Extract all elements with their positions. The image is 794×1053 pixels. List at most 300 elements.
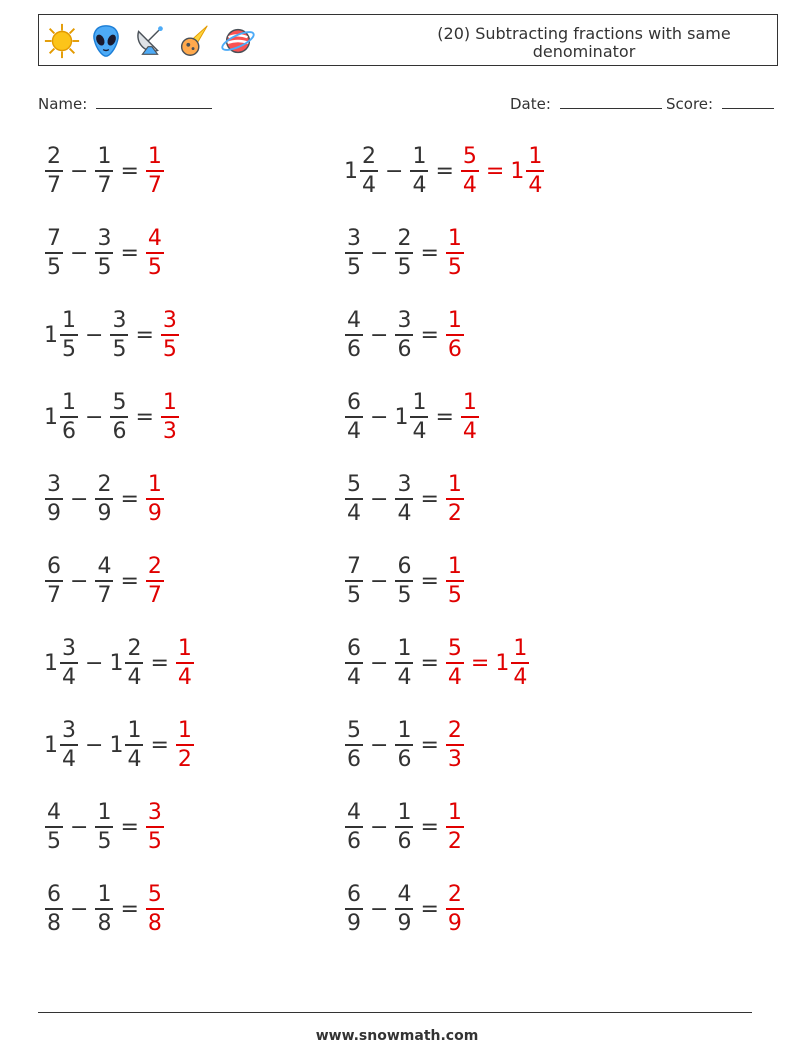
denominator: 4 [60, 662, 78, 689]
denominator: 7 [45, 170, 63, 197]
denominator: 4 [60, 744, 78, 771]
answer [175, 635, 195, 690]
denominator: 6 [446, 334, 464, 361]
denominator: 5 [95, 826, 113, 853]
score-field [666, 94, 774, 113]
subtrahend [394, 307, 414, 362]
numerator: 4 [347, 799, 361, 825]
subtrahend [109, 717, 144, 772]
numerator: 6 [47, 881, 61, 907]
equals-sign: = [120, 814, 139, 840]
numerator: 2 [362, 143, 376, 169]
denominator: 7 [45, 580, 63, 607]
denominator: 4 [395, 498, 413, 525]
equals-sign: = [420, 240, 439, 266]
problem-item [44, 467, 165, 531]
fraction [146, 881, 164, 936]
denominator: 6 [395, 826, 413, 853]
numerator: 3 [112, 307, 127, 333]
problem-item [44, 795, 165, 859]
problem-item [344, 549, 465, 613]
numerator: 1 [447, 471, 462, 497]
subtrahend [94, 799, 114, 854]
subtrahend [94, 225, 114, 280]
denominator: 4 [526, 170, 544, 197]
denominator: 9 [446, 908, 464, 935]
numerator: 1 [62, 307, 76, 333]
denominator: 4 [395, 662, 413, 689]
minus-sign: − [70, 486, 89, 512]
numerator: 6 [47, 553, 61, 579]
equals-sign: = [120, 568, 139, 594]
whole-number: 1 [109, 732, 124, 758]
fraction [360, 143, 378, 198]
numerator: 4 [147, 225, 162, 251]
equals-sign: = [420, 732, 439, 758]
footer-url: www.snowmath.com [315, 1028, 479, 1044]
numerator: 1 [127, 717, 142, 743]
denominator: 9 [146, 498, 164, 525]
fraction [125, 635, 143, 690]
fraction [446, 225, 464, 280]
whole-number: 1 [394, 404, 409, 430]
numerator: 6 [397, 553, 412, 579]
numerator: 3 [162, 307, 177, 333]
denominator: 7 [146, 170, 164, 197]
alien-icon [87, 22, 125, 60]
answer-fraction [460, 389, 480, 444]
problem-item [44, 303, 180, 367]
fraction [45, 881, 63, 936]
denominator: 4 [345, 498, 363, 525]
fraction [395, 553, 413, 608]
numerator: 1 [462, 389, 477, 415]
numerator: 2 [447, 717, 462, 743]
answer-fraction [145, 881, 165, 936]
problem-item [44, 877, 165, 941]
comet-icon [175, 22, 213, 60]
answer [460, 389, 480, 444]
numerator: 3 [397, 307, 412, 333]
problem-item [344, 385, 480, 449]
denominator: 8 [95, 908, 113, 935]
minuend [44, 799, 64, 854]
minuend [44, 471, 64, 526]
answer-fraction [145, 553, 165, 608]
denominator: 5 [110, 334, 128, 361]
whole-number: 1 [510, 158, 525, 184]
minuend [344, 799, 364, 854]
equals-sign: = [420, 568, 439, 594]
minus-sign: − [370, 650, 389, 676]
numerator: 1 [397, 635, 412, 661]
problem-item [44, 631, 195, 695]
fraction [526, 143, 544, 198]
problem-item [44, 385, 180, 449]
subtrahend [394, 553, 414, 608]
fraction [446, 881, 464, 936]
numerator: 1 [528, 143, 543, 169]
denominator: 6 [345, 744, 363, 771]
minus-sign: − [370, 240, 389, 266]
minus-sign: − [370, 322, 389, 348]
fraction [446, 307, 464, 362]
subtrahend [394, 717, 414, 772]
fraction [95, 799, 113, 854]
numerator: 1 [397, 717, 412, 743]
denominator: 5 [95, 252, 113, 279]
subtrahend [94, 471, 114, 526]
problem-item [344, 631, 530, 695]
denominator: 4 [410, 416, 428, 443]
answer-fraction [160, 389, 180, 444]
fraction [95, 881, 113, 936]
minus-sign: − [370, 486, 389, 512]
minus-sign: − [70, 568, 89, 594]
fraction [45, 553, 63, 608]
whole-number: 1 [44, 650, 58, 676]
equals-sign: = [420, 814, 439, 840]
fraction [146, 471, 164, 526]
fraction [110, 389, 128, 444]
fraction [395, 307, 413, 362]
answer [445, 225, 465, 280]
equals-sign: = [435, 404, 454, 430]
problem-item [44, 139, 165, 203]
equals-sign: = [420, 896, 439, 922]
subtrahend [109, 307, 129, 362]
subtrahend [94, 143, 114, 198]
minus-sign: − [70, 896, 89, 922]
problem-item [344, 139, 545, 203]
numerator: 3 [397, 471, 412, 497]
fraction [446, 471, 464, 526]
fraction [176, 635, 194, 690]
numerator: 1 [147, 143, 162, 169]
numerator: 1 [97, 799, 112, 825]
numerator: 1 [62, 389, 76, 415]
planet-icon [219, 22, 257, 60]
answer [145, 471, 165, 526]
numerator: 2 [397, 225, 412, 251]
fraction [161, 307, 179, 362]
denominator: 5 [45, 826, 63, 853]
problem-item [344, 467, 465, 531]
numerator: 6 [347, 881, 361, 907]
equals-sign: = [435, 158, 454, 184]
denominator: 4 [176, 662, 194, 689]
numerator: 2 [447, 881, 462, 907]
minuend [344, 553, 364, 608]
minuend [44, 635, 79, 690]
denominator: 6 [110, 416, 128, 443]
answer-fraction [175, 717, 195, 772]
fraction [395, 635, 413, 690]
problem-item [344, 713, 465, 777]
numerator: 5 [347, 717, 361, 743]
denominator: 4 [125, 662, 143, 689]
denominator: 2 [446, 498, 464, 525]
denominator: 5 [345, 580, 363, 607]
minuend [344, 635, 364, 690]
minuend [44, 553, 64, 608]
minuend [44, 717, 79, 772]
equals-sign: = [120, 158, 139, 184]
equals-sign: = [135, 322, 154, 348]
fraction [146, 143, 164, 198]
fraction [110, 307, 128, 362]
answer-fraction [145, 471, 165, 526]
denominator: 4 [461, 170, 479, 197]
denominator: 5 [395, 252, 413, 279]
fraction [345, 553, 363, 608]
equals-sign: = [135, 404, 154, 430]
fraction [60, 717, 78, 772]
fraction [446, 553, 464, 608]
fraction [511, 635, 529, 690]
denominator: 9 [345, 908, 363, 935]
numerator: 4 [97, 553, 112, 579]
answer [445, 307, 465, 362]
answer-fraction [445, 471, 465, 526]
score-line[interactable] [722, 94, 774, 109]
problem-item [344, 221, 465, 285]
icon-strip [43, 21, 257, 61]
answer [445, 799, 465, 854]
answer-fraction [445, 881, 465, 936]
numerator: 5 [112, 389, 127, 415]
date-field [510, 94, 662, 113]
fraction [345, 635, 363, 690]
answer-equals-sign: = [485, 158, 505, 184]
fraction [446, 717, 464, 772]
numerator: 3 [62, 635, 76, 661]
denominator: 2 [446, 826, 464, 853]
numerator: 1 [412, 143, 427, 169]
denominator: 6 [395, 744, 413, 771]
minuend [344, 307, 364, 362]
fraction [60, 389, 78, 444]
denominator: 5 [446, 580, 464, 607]
minus-sign: − [370, 568, 389, 594]
answer-fraction [160, 307, 180, 362]
numerator: 4 [47, 799, 61, 825]
fraction [410, 389, 428, 444]
numerator: 1 [397, 799, 412, 825]
minus-sign: − [85, 732, 104, 758]
numerator: 7 [347, 553, 361, 579]
minus-sign: − [85, 322, 104, 348]
subtrahend [409, 143, 429, 198]
numerator: 5 [347, 471, 361, 497]
numerator: 1 [447, 799, 462, 825]
fraction [446, 635, 464, 690]
answer [445, 717, 465, 772]
denominator: 4 [125, 744, 143, 771]
minuend [44, 225, 64, 280]
fraction [95, 225, 113, 280]
denominator: 5 [146, 252, 164, 279]
equals-sign: = [150, 732, 169, 758]
whole-number: 1 [44, 322, 58, 348]
numerator: 2 [127, 635, 142, 661]
numerator: 4 [347, 307, 361, 333]
problem-item [44, 221, 165, 285]
fraction [345, 307, 363, 362]
numerator: 3 [97, 225, 112, 251]
denominator: 5 [60, 334, 78, 361]
answer-mixed-number [495, 635, 530, 690]
fraction [161, 389, 179, 444]
answer [160, 307, 180, 362]
numerator: 2 [97, 471, 112, 497]
numerator: 2 [147, 553, 162, 579]
answer [145, 881, 165, 936]
denominator: 9 [45, 498, 63, 525]
answer [145, 799, 165, 854]
denominator: 7 [95, 170, 113, 197]
fraction [45, 143, 63, 198]
answer-fraction [445, 307, 465, 362]
fraction [45, 799, 63, 854]
equals-sign: = [120, 896, 139, 922]
numerator: 7 [47, 225, 61, 251]
subtrahend [394, 799, 414, 854]
problem-item [344, 795, 465, 859]
subtrahend [394, 225, 414, 280]
denominator: 6 [60, 416, 78, 443]
fraction [395, 225, 413, 280]
answer-fraction [445, 717, 465, 772]
answer [460, 143, 545, 198]
numerator: 2 [47, 143, 61, 169]
answer [145, 553, 165, 608]
minuend [44, 307, 79, 362]
fraction [345, 881, 363, 936]
equals-sign: = [420, 486, 439, 512]
fraction [176, 717, 194, 772]
fraction [95, 471, 113, 526]
answer-fraction [175, 635, 195, 690]
minuend [344, 225, 364, 280]
fraction [95, 553, 113, 608]
subtrahend [394, 471, 414, 526]
fraction [345, 225, 363, 280]
numerator: 1 [447, 307, 462, 333]
fraction [345, 717, 363, 772]
denominator: 8 [45, 908, 63, 935]
numerator: 1 [513, 635, 528, 661]
name-label: Name: [38, 95, 88, 113]
subtrahend [94, 553, 114, 608]
denominator: 5 [161, 334, 179, 361]
denominator: 4 [345, 662, 363, 689]
minuend [344, 471, 364, 526]
minuend [44, 881, 64, 936]
numerator: 5 [447, 635, 462, 661]
numerator: 1 [447, 225, 462, 251]
date-line[interactable] [560, 94, 662, 109]
numerator: 1 [412, 389, 427, 415]
numerator: 4 [397, 881, 412, 907]
denominator: 7 [95, 580, 113, 607]
fraction [461, 389, 479, 444]
denominator: 4 [511, 662, 529, 689]
minus-sign: − [70, 158, 89, 184]
numerator: 3 [47, 471, 61, 497]
denominator: 4 [461, 416, 479, 443]
denominator: 5 [446, 252, 464, 279]
numerator: 3 [147, 799, 162, 825]
sun-icon [43, 22, 81, 60]
subtrahend [394, 881, 414, 936]
fraction [345, 471, 363, 526]
equals-sign: = [420, 322, 439, 348]
fraction [146, 553, 164, 608]
numerator: 1 [162, 389, 177, 415]
answer-fraction [145, 143, 165, 198]
problem-item [344, 877, 465, 941]
name-line[interactable] [96, 94, 212, 109]
answer-fraction [145, 799, 165, 854]
answer-fraction [445, 799, 465, 854]
denominator: 4 [410, 170, 428, 197]
whole-number: 1 [44, 404, 58, 430]
equals-sign: = [120, 240, 139, 266]
subtrahend [109, 389, 129, 444]
denominator: 8 [146, 908, 164, 935]
numerator: 3 [62, 717, 76, 743]
answer-fraction [145, 225, 165, 280]
denominator: 5 [146, 826, 164, 853]
numerator: 3 [347, 225, 361, 251]
fraction [395, 799, 413, 854]
subtrahend [394, 389, 429, 444]
answer-fraction [460, 143, 480, 198]
fraction [125, 717, 143, 772]
footer-divider [38, 1012, 752, 1013]
fraction [395, 881, 413, 936]
numerator: 5 [462, 143, 477, 169]
fraction [45, 471, 63, 526]
answer-fraction [445, 225, 465, 280]
satellite-dish-icon [131, 22, 169, 60]
answer [445, 635, 530, 690]
fraction [95, 143, 113, 198]
numerator: 1 [447, 553, 462, 579]
denominator: 3 [446, 744, 464, 771]
minuend [344, 389, 364, 444]
minuend [344, 717, 364, 772]
answer-equals-sign: = [470, 650, 490, 676]
fraction [60, 635, 78, 690]
minuend [44, 143, 64, 198]
answer-fraction [445, 635, 465, 690]
minus-sign: − [370, 732, 389, 758]
whole-number: 1 [44, 732, 58, 758]
equals-sign: = [420, 650, 439, 676]
minus-sign: − [70, 240, 89, 266]
numerator: 1 [147, 471, 162, 497]
answer [445, 553, 465, 608]
equals-sign: = [120, 486, 139, 512]
numerator: 6 [347, 389, 361, 415]
minus-sign: − [85, 404, 104, 430]
answer [145, 143, 165, 198]
numerator: 1 [177, 635, 192, 661]
score-label: Score: [666, 95, 714, 113]
fraction [395, 717, 413, 772]
